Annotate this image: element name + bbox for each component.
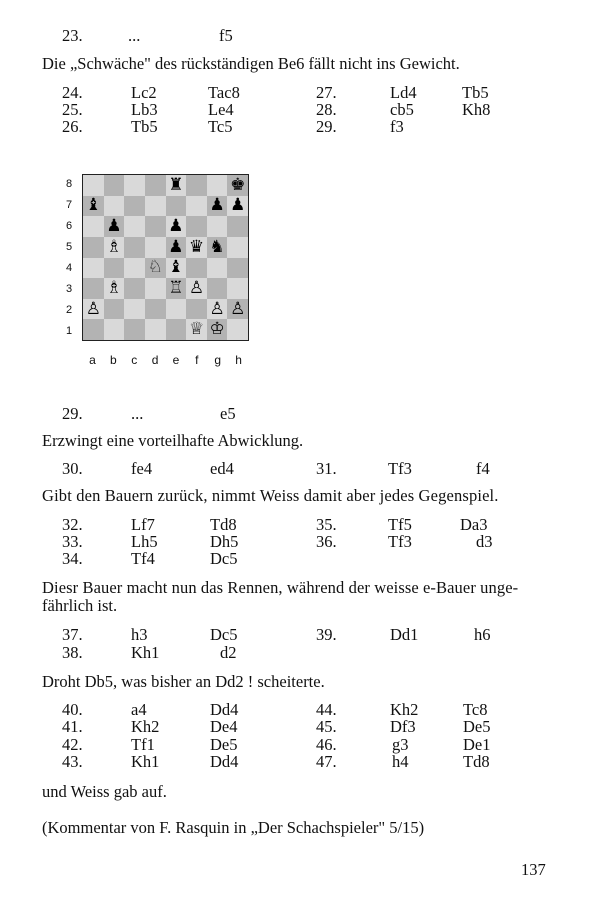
board-square-d2 — [145, 299, 166, 320]
chess-piece: ♟ — [168, 236, 184, 257]
board-square-c3 — [124, 278, 145, 299]
chess-piece: ♝ — [85, 195, 101, 216]
board-square-c8 — [124, 175, 145, 196]
board-square-f8 — [186, 175, 207, 196]
rank-label: 4 — [65, 261, 73, 274]
white-move: Kh2 — [390, 700, 419, 719]
board-square-f2 — [186, 299, 207, 320]
rank-label: 8 — [65, 178, 73, 191]
move-number: 38. — [62, 643, 83, 662]
board-square-d4 — [145, 258, 166, 279]
board-square-d6 — [145, 216, 166, 237]
chess-piece: ♙ — [209, 298, 225, 319]
comment-text: fährlich ist. — [42, 596, 118, 615]
white-move: Tb5 — [131, 117, 158, 136]
file-label: g — [214, 353, 222, 367]
black-move: Dh5 — [210, 532, 239, 551]
move-number: 43. — [62, 752, 83, 771]
white-move: h4 — [392, 752, 409, 771]
black-move: De5 — [463, 717, 491, 736]
white-move: g3 — [392, 735, 409, 754]
black-move: f5 — [219, 26, 233, 45]
board-square-h7 — [227, 196, 248, 217]
chess-piece: ♟ — [106, 216, 122, 237]
move-number: 29. — [62, 404, 83, 423]
board-square-f4 — [186, 258, 207, 279]
move-number: 35. — [316, 515, 337, 534]
board-square-e7 — [166, 196, 187, 217]
board-square-e5 — [166, 237, 187, 258]
black-move: Tb5 — [462, 83, 489, 102]
chess-piece: ♙ — [188, 277, 205, 298]
comment-text: Erzwingt eine vorteilhafte Abwicklung. — [42, 431, 304, 450]
move-number: 32. — [62, 515, 83, 534]
board-square-b8 — [104, 175, 125, 196]
board-square-a2 — [83, 299, 104, 320]
rank-label: 3 — [65, 282, 73, 295]
white-move: Lh5 — [131, 532, 158, 551]
move-number: 25. — [62, 100, 83, 119]
board-square-a1 — [83, 319, 104, 340]
white-move: Kh1 — [131, 752, 160, 771]
chess-piece: ♟ — [230, 195, 246, 216]
board-square-c6 — [124, 216, 145, 237]
chess-piece: ♙ — [230, 298, 246, 319]
move-number: 41. — [62, 717, 83, 736]
board-square-h2 — [227, 299, 248, 320]
move-number: 34. — [62, 549, 83, 568]
black-move: Td8 — [463, 752, 490, 771]
white-move: Lf7 — [131, 515, 155, 534]
rank-label: 7 — [65, 199, 73, 212]
board-square-g2 — [207, 299, 228, 320]
board-square-f1 — [186, 319, 207, 340]
black-move: Td8 — [210, 515, 237, 534]
board-square-a4 — [83, 258, 104, 279]
move-number: 24. — [62, 83, 83, 102]
black-move: Da3 — [460, 515, 488, 534]
chess-piece: ♗ — [106, 277, 122, 298]
chess-piece: ♚ — [230, 174, 246, 195]
black-move: e5 — [220, 404, 236, 423]
board-square-g1 — [207, 319, 228, 340]
comment-text: Die „Schwäche" des rückständigen Be6 fällt nicht ins Gewicht. — [42, 54, 460, 73]
white-move: Tf1 — [131, 735, 155, 754]
board-square-d1 — [145, 319, 166, 340]
file-label: h — [235, 353, 242, 367]
move-number: 44. — [316, 700, 337, 719]
board-square-h8 — [227, 175, 248, 196]
white-move: Lc2 — [131, 83, 157, 102]
move-number: 46. — [316, 735, 337, 754]
board-square-a6 — [83, 216, 104, 237]
black-move: f4 — [476, 459, 490, 478]
board-square-e2 — [166, 299, 187, 320]
chess-piece: ♛ — [188, 236, 205, 257]
board-square-g6 — [207, 216, 228, 237]
board-square-d5 — [145, 237, 166, 258]
board-square-e3 — [166, 278, 187, 299]
board-square-b7 — [104, 196, 125, 217]
white-move: Dd1 — [390, 625, 419, 644]
board-square-h1 — [227, 319, 248, 340]
board-square-a5 — [83, 237, 104, 258]
black-move: Tc8 — [463, 700, 488, 719]
board-square-f6 — [186, 216, 207, 237]
black-move: ed4 — [210, 459, 234, 478]
board-square-c7 — [124, 196, 145, 217]
board-square-c5 — [124, 237, 145, 258]
move-number: 36. — [316, 532, 337, 551]
board-square-c2 — [124, 299, 145, 320]
board-square-a8 — [83, 175, 104, 196]
board-square-g4 — [207, 258, 228, 279]
board-square-f3 — [186, 278, 207, 299]
black-move: Dd4 — [210, 752, 239, 771]
black-move: Tc5 — [208, 117, 233, 136]
chess-piece: ♕ — [188, 319, 205, 340]
chess-piece: ♘ — [147, 257, 163, 278]
move-number: 26. — [62, 117, 83, 136]
board-square-h3 — [227, 278, 248, 299]
black-move: h6 — [474, 625, 491, 644]
board-square-f5 — [186, 237, 207, 258]
comment-text: und Weiss gab auf. — [42, 782, 167, 801]
white-move: a4 — [131, 700, 147, 719]
white-move: h3 — [131, 625, 148, 644]
white-move: Df3 — [390, 717, 416, 736]
move-number: 47. — [316, 752, 337, 771]
chess-piece: ♟ — [209, 195, 225, 216]
move-number: 30. — [62, 459, 83, 478]
black-move: De1 — [463, 735, 491, 754]
board-square-c4 — [124, 258, 145, 279]
board-square-e4 — [166, 258, 187, 279]
move-number: 45. — [316, 717, 337, 736]
rank-label: 6 — [65, 220, 73, 233]
board-square-c1 — [124, 319, 145, 340]
chess-piece: ♙ — [85, 298, 101, 319]
white-move: fe4 — [131, 459, 153, 478]
board-square-f7 — [186, 196, 207, 217]
black-move: d2 — [220, 643, 237, 662]
board-square-b2 — [104, 299, 125, 320]
board-square-d7 — [145, 196, 166, 217]
board-square-b6 — [104, 216, 125, 237]
move-number: 40. — [62, 700, 83, 719]
white-move: Kh2 — [131, 717, 160, 736]
chess-board — [82, 174, 249, 341]
board-square-b5 — [104, 237, 125, 258]
board-square-g5 — [207, 237, 228, 258]
comment-text: Gibt den Bauern zurück, nimmt Weiss damit aber jedes Gegenspiel. — [42, 486, 499, 505]
board-square-a7 — [83, 196, 104, 217]
move-number: 42. — [62, 735, 83, 754]
chess-piece: ♔ — [209, 319, 225, 340]
board-square-e8 — [166, 175, 187, 196]
board-square-h5 — [227, 237, 248, 258]
black-move: Dc5 — [210, 549, 238, 568]
move-number: 27. — [316, 83, 337, 102]
chess-piece: ♖ — [168, 277, 184, 298]
move-number: 39. — [316, 625, 337, 644]
chess-piece: ♟ — [168, 216, 184, 237]
board-square-e1 — [166, 319, 187, 340]
white-move: Ld4 — [390, 83, 417, 102]
board-square-g7 — [207, 196, 228, 217]
board-square-d3 — [145, 278, 166, 299]
board-square-b4 — [104, 258, 125, 279]
white-move: Lb3 — [131, 100, 158, 119]
source-citation: (Kommentar von F. Rasquin in „Der Schachspieler" 5/15) — [42, 818, 425, 837]
board-square-g8 — [207, 175, 228, 196]
board-square-d8 — [145, 175, 166, 196]
comment-text: Diesr Bauer macht nun das Rennen, während der weisse e-Bauer unge- — [42, 578, 519, 597]
black-move: Kh8 — [462, 100, 491, 119]
black-move: De4 — [210, 717, 238, 736]
page-number: 137 — [521, 860, 546, 879]
chess-piece: ♞ — [209, 236, 225, 257]
file-label: e — [172, 353, 180, 367]
white-move: Kh1 — [131, 643, 160, 662]
black-move: Le4 — [208, 100, 234, 119]
white-move: ... — [128, 26, 141, 45]
board-square-b1 — [104, 319, 125, 340]
black-move: Tac8 — [208, 83, 240, 102]
move-number: 31. — [316, 459, 337, 478]
move-number: 33. — [62, 532, 83, 551]
board-square-a3 — [83, 278, 104, 299]
white-move: ... — [131, 404, 144, 423]
file-label: d — [151, 353, 159, 367]
board-square-h6 — [227, 216, 248, 237]
board-square-h4 — [227, 258, 248, 279]
file-label: f — [195, 353, 199, 367]
move-number: 28. — [316, 100, 337, 119]
board-square-g3 — [207, 278, 228, 299]
white-move: Tf3 — [388, 532, 412, 551]
chess-piece: ♜ — [168, 174, 184, 195]
rank-label: 5 — [65, 241, 73, 254]
comment-text: Droht Db5, was bisher an Dd2 ! scheiterte. — [42, 672, 325, 691]
white-move: Tf4 — [131, 549, 155, 568]
file-label: b — [109, 353, 117, 367]
black-move: De5 — [210, 735, 238, 754]
file-label: c — [131, 353, 138, 367]
move-number: 23. — [62, 26, 83, 45]
rank-label: 1 — [65, 324, 73, 337]
rank-label: 2 — [65, 303, 73, 316]
move-number: 37. — [62, 625, 83, 644]
board-square-e6 — [166, 216, 187, 237]
white-move: Tf5 — [388, 515, 412, 534]
white-move: cb5 — [390, 100, 414, 119]
chess-piece: ♗ — [106, 236, 122, 257]
white-move: Tf3 — [388, 459, 412, 478]
white-move: f3 — [390, 117, 404, 136]
black-move: Dd4 — [210, 700, 239, 719]
black-move: Dc5 — [210, 625, 238, 644]
file-label: a — [89, 353, 96, 367]
board-square-b3 — [104, 278, 125, 299]
black-move: d3 — [476, 532, 493, 551]
chess-piece: ♝ — [168, 257, 184, 278]
move-number: 29. — [316, 117, 337, 136]
